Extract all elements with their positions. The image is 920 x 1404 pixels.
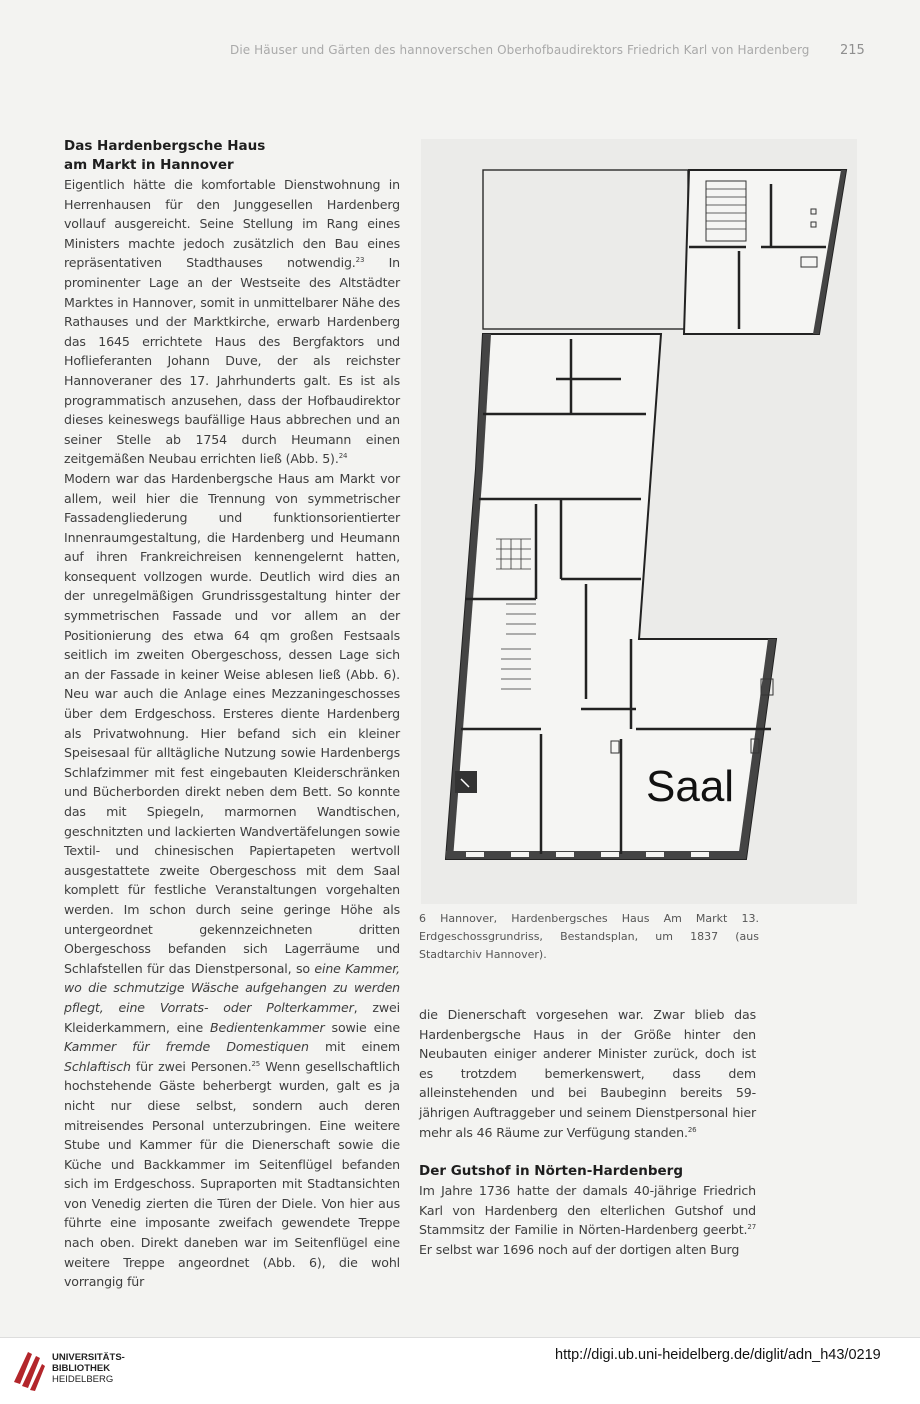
footnote-ref[interactable]: 26	[687, 1125, 697, 1134]
courtyard-outline	[483, 170, 688, 329]
floor-plan-drawing	[421, 139, 857, 904]
text-run: für zwei Personen.	[130, 1058, 252, 1074]
footnote-ref[interactable]: 23	[355, 256, 365, 265]
quote-run: Kammer für fremde Domestiquen	[64, 1039, 309, 1055]
text-run: sowie eine	[324, 1019, 400, 1035]
library-logo-icon	[10, 1346, 48, 1392]
quote-run: Bedientenkammer	[210, 1019, 325, 1035]
footnote-ref[interactable]: 25	[251, 1059, 261, 1068]
digital-library-url[interactable]: http://digi.ub.uni-heidelberg.de/diglit/adn_h43/0219	[555, 1347, 881, 1363]
text-run: Eigentlich hätte die komfortable Dienstwohnung in Herrenhausen für den Junggesellen Hardenberg vollauf ausgereicht. Seine Stellung im Rang eines Ministers machte jedoch zusätzlich den Bau eines repräsentativen Stadthauses notwendig.	[64, 177, 400, 271]
footnote-ref[interactable]: 27	[747, 1223, 756, 1232]
paragraph-2	[64, 469, 400, 1292]
right-column	[419, 1005, 756, 1260]
paragraph-3	[419, 1005, 756, 1142]
quote-run: Schlaftisch	[64, 1058, 131, 1074]
paragraph-4	[419, 1181, 756, 1259]
text-run: Er selbst war 1696 noch auf der dortigen alten Burg	[419, 1241, 740, 1257]
floor-plan-figure	[421, 139, 857, 904]
text-run: Modern war das Hardenbergsche Haus am Markt vor allem, weil hier die Trennung von symmetrischer Fassadengliederung und funktionsorientierter Innenraumgestaltung, die Hardenberg und Heumann auf ihren Frankreichreisen kennengelernt hatten, konsequent vollzogen wurde. Deutlich wird dies an der unregelmäßigen Grundrissgestaltung hinter der symmetrischen Fassade und vor allem an der Positionierung des etwa 64 qm großen Festsaals seitlich im zweiten Obergeschoss, dessen Lage sich an der Fassade in keiner Weise ablesen ließ (Abb. 6). Neu war auch die Anlage eines Mezzaningeschosses über dem Erdgeschoss. Ersteres diente Hardenberg als Privatwohnung. Hier befand sich ein kleiner Speisesaal für alltägliche Nutzung sowie Hardenbergs Schlafzimmer mit fest eingebauten Kleiderschränken und Bücherborden direkt neben dem Bett. So konnte das mit Spiegeln, marmornen Wandtischen, geschnitzten und lackierten Wandvertäfelungen sowie Textil- und chinesischen Papiertapeten wertvoll ausgestattete zweite Obergeschoss mit dem Saal komplett für festliche Veranstaltungen vorgehalten werden. Im schon durch seine geringe Höhe als untergeordnet gekennzeichneten dritten Obergeschoss befanden sich Lagerräume und Schlafstellen für das Dienstpersonal, so	[64, 470, 400, 976]
text-run: In prominenter Lage an der Westseite des Altstädter Marktes in Hannover, somit in unmittelbarer Nähe des Rathauses und der Marktkirche, erwarb Hardenberg das 1645 errichtete Haus des Bergfaktors und Hoflieferanten Johann Duve, der als reichster Hannoveraner des 17. Jahrhunderts galt. Es ist als programmatisch anzusehen, dass der Hofbaudirektor dieses keineswegs baufällige Haus abbrechen und an seiner Stelle ab 1754 durch Heumann einen zeitgemäßen Neubau errichten ließ (Abb. 5).	[64, 255, 400, 467]
library-logo-text	[52, 1352, 125, 1385]
logo-line-3: HEIDELBERG	[52, 1374, 114, 1385]
figure-caption: 6 Hannover, Hardenbergsches Haus Am Markt 13. Erdgeschossgrundriss, Bestandsplan, um 1837 (aus Stadtarchiv Hannover).	[419, 912, 759, 961]
heading-line-2: am Markt in Hannover	[64, 157, 234, 173]
text-run: Wenn gesellschaftlich hochstehende Gäste beherbergt wurden, galt es ja nicht nur diese selbst, sondern auch deren mitreisendes Personal unterzubringen. Eine weitere Stube und Kammer für die Dienerschaft sowie die Küche und Backkammer im Seitenflügel befanden sich im Erdgeschoss. Supraporten mit Stadtansichten von Venedig zierten die Türen der Diele. Von hier aus führte eine imposante zweifach gewendete Treppe nach oben. Direkt daneben war im Seitenflügel eine weitere Treppe angeordnet (Abb. 6), die wohl vorrangig für	[64, 1058, 401, 1290]
section-heading-2: Der Gutshof in Nörten-Hardenberg	[419, 1163, 683, 1180]
text-run: , zwei Kleiderkammern, eine	[64, 999, 400, 1035]
text-run: die Dienerschaft vorgesehen war. Zwar blieb das Hardenbergsche Haus in der Größe hinter den Neubauten einiger anderer Minister zurück, doch ist es trotzdem bemerkenswert, dass dem alleinstehenden und bei Baubeginn bereits 59-jährigen Auftraggeber und seinem Dienstpersonal hier mehr als 46 Räume zur Verfügung standen.	[419, 1007, 756, 1140]
text-run: mit einem	[308, 1039, 400, 1055]
section-heading	[64, 137, 400, 175]
top-wing	[684, 170, 846, 334]
left-column	[64, 137, 400, 1292]
logo-line-2: BIBLIOTHEK	[52, 1363, 111, 1374]
paragraph-1	[64, 175, 400, 469]
heading-line-1: Das Hardenbergsche Haus	[64, 138, 266, 154]
page-number: 215	[840, 43, 865, 58]
logo-line-1: UNIVERSITÄTS-	[52, 1352, 125, 1363]
running-head: Die Häuser und Gärten des hannoverschen Oberhofbaudirektors Friedrich Karl von Hardenberg	[230, 43, 810, 57]
text-run: Im Jahre 1736 hatte der damals 40-jährige Friedrich Karl von Hardenberg den elterlichen Gutshof und Stammsitz der Familie in Nörten-Hardenberg geerbt.	[419, 1183, 756, 1238]
room-label-saal: Saal	[646, 762, 735, 811]
quote-run: eine Kammer, wo die schmutzige Wäsche aufgehangen zu werden pflegt, eine Vorrats- oder Polterkammer	[64, 960, 400, 1015]
footnote-ref[interactable]: 24	[338, 452, 348, 461]
